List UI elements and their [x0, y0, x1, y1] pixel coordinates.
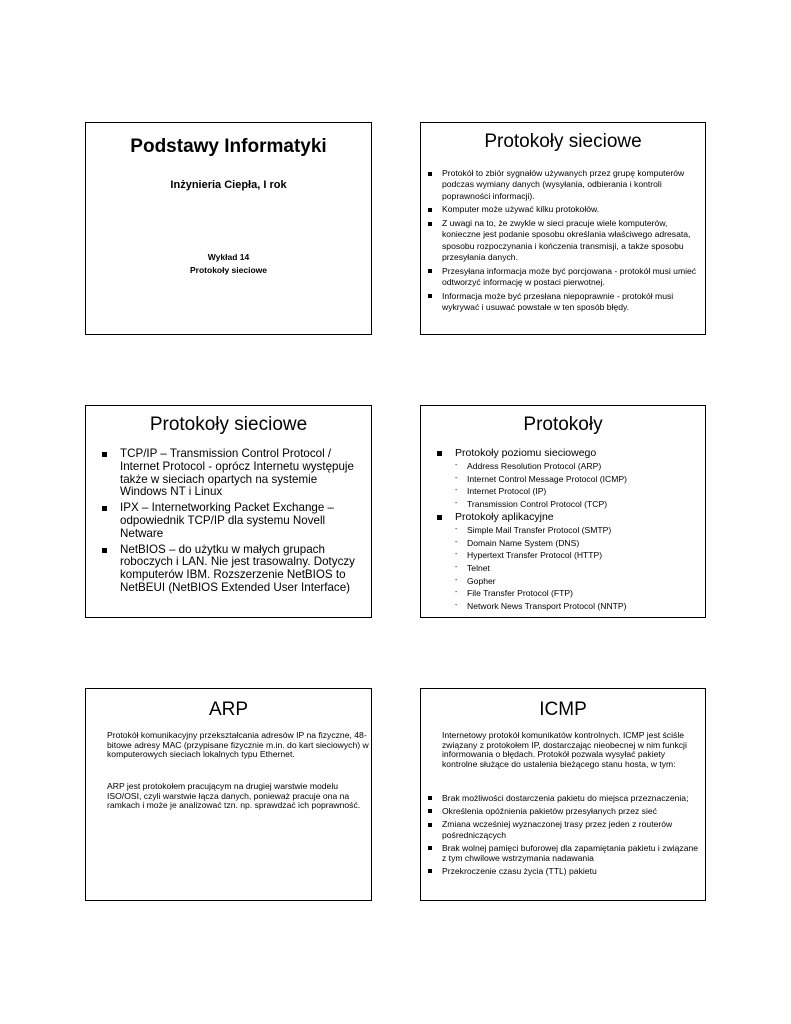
slide-network-protocols-definition	[420, 122, 706, 335]
list-item: - Address Resolution Protocol (ARP)	[455, 460, 699, 473]
list-item: - Gopher	[455, 575, 699, 588]
slide-heading: Protokoły sieciowe	[149, 414, 308, 435]
list-item: - Network News Transport Protocol (NNTP)	[455, 600, 699, 613]
paragraph: ARP jest protokołem pracującym na drugiej warstwie modelu ISO/OSI, czyli warstwie łącza danych, ponieważ pracuje ona na ramkach i może je analizować tzn. np. sprawdzać ich poprawność.	[107, 781, 361, 811]
bullet-list	[100, 448, 365, 598]
list-item: NetBIOS – do użytku w małych grupach roboczych i LAN. Nie jest trasowalny. Dotyczy komputerów IBM. Rozszerzenie NetBIOS to NetBEUI (NetBIOS Extended User Interface)	[100, 544, 365, 595]
lecture-number: Wykład 14	[207, 252, 250, 262]
sub-list	[455, 524, 699, 613]
list-item: - Internet Control Message Protocol (ICMP)	[455, 473, 699, 486]
list-item: Brak możliwości dostarczenia pakietu do miejsca przeznaczenia;	[427, 793, 699, 803]
slide-title	[85, 122, 372, 335]
list-group-application	[435, 511, 699, 613]
list-item: Informacja może być przesłana niepoprawnie - protokół musi wykrywać i usuwać powstałe w ten sposób błędy.	[427, 291, 699, 314]
paragraph: Internetowy protokół komunikatów kontrolnych. ICMP jest ściśle związany z protokołem IP, dostarczając nieobecnej w nim funkcji informowania o błędach. Protokół pozwala wysyłać pakiety kontrolne służące do ustalenia bieżącego stanu hosta, w tym:	[442, 730, 687, 769]
list-item: Brak wolnej pamięci buforowej dla zapamiętania pakietu i związane z tym chwilowe wstrzymania nadawania	[427, 843, 699, 863]
list-item: - Telnet	[455, 562, 699, 575]
list-item: - Internet Protocol (IP)	[455, 485, 699, 498]
list-item: Protokół to zbiór sygnałów używanych przez grupę komputerów podczas wymiany danych (wysyłania, odbierania i kontroli poprawności informacji).	[427, 168, 699, 202]
list-item: Przesyłana informacja może być porcjowana - protokół musi umieć odtworzyć informację w postaci pierwotnej.	[427, 266, 699, 289]
bullet-list	[427, 168, 699, 316]
list-item: Z uwagi na to, że zwykle w sieci pracuje wiele komputerów, konieczne jest podanie sposobu określania właściwego adresata, sposobu rozpoczynania i kończenia transmisji, a także sposobu przesyłania danych.	[427, 218, 699, 263]
course-title: Podstawy Informatyki	[130, 136, 327, 157]
bullet-list	[427, 793, 699, 879]
slide-protocols	[420, 405, 706, 618]
list-item: Przekroczenie czasu życia (TTL) pakietu	[427, 866, 699, 876]
list-item: - Simple Mail Transfer Protocol (SMTP)	[455, 524, 699, 537]
slide-heading: Protokoły	[523, 414, 603, 435]
lecture-info	[86, 251, 371, 277]
group-label: Protokoły aplikacyjne	[455, 510, 554, 523]
lecture-topic: Protokoły sieciowe	[190, 265, 267, 275]
slide-heading: ARP	[208, 699, 249, 720]
slide-arp	[85, 688, 372, 901]
list-item: Zmiana wcześniej wyznaczonej trasy przez jeden z routerów pośredniczących	[427, 819, 699, 839]
slide-heading: ICMP	[539, 699, 587, 720]
list-item: TCP/IP – Transmission Control Protocol / Internet Protocol - oprócz Internetu występuje także w sieciach opartych na systemie Windows NT i Linux	[100, 448, 365, 499]
list-item: IPX – Internetworking Packet Exchange – odpowiednik TCP/IP dla systemu Novell Netware	[100, 502, 365, 540]
paragraph: Protokół komunikacyjny przekształcania adresów IP na fizyczne, 48-bitowe adresy MAC (przypisane fizycznie m.in. do kart sieciowych) w komputerowych sieciach lokalnych typu Ethernet.	[107, 730, 369, 760]
slide-network-protocols-examples	[85, 405, 372, 618]
list-group-network	[435, 447, 699, 511]
bullet-list	[435, 447, 699, 613]
sub-list	[455, 460, 699, 511]
list-item: - Hypertext Transfer Protocol (HTTP)	[455, 549, 699, 562]
list-item: - Domain Name System (DNS)	[455, 537, 699, 550]
course-subtitle: Inżynieria Ciepła, I rok	[170, 179, 287, 191]
group-label: Protokoły poziomu sieciowego	[455, 447, 597, 459]
list-item: - File Transfer Protocol (FTP)	[455, 587, 699, 600]
list-item: Określenia opóźnienia pakietów przesyłanych przez sieć	[427, 806, 699, 816]
slide-heading: Protokoły sieciowe	[484, 131, 642, 152]
slide-icmp	[420, 688, 706, 901]
list-item: - Transmission Control Protocol (TCP)	[455, 498, 699, 511]
list-item: Komputer może używać kilku protokołów.	[427, 204, 699, 215]
